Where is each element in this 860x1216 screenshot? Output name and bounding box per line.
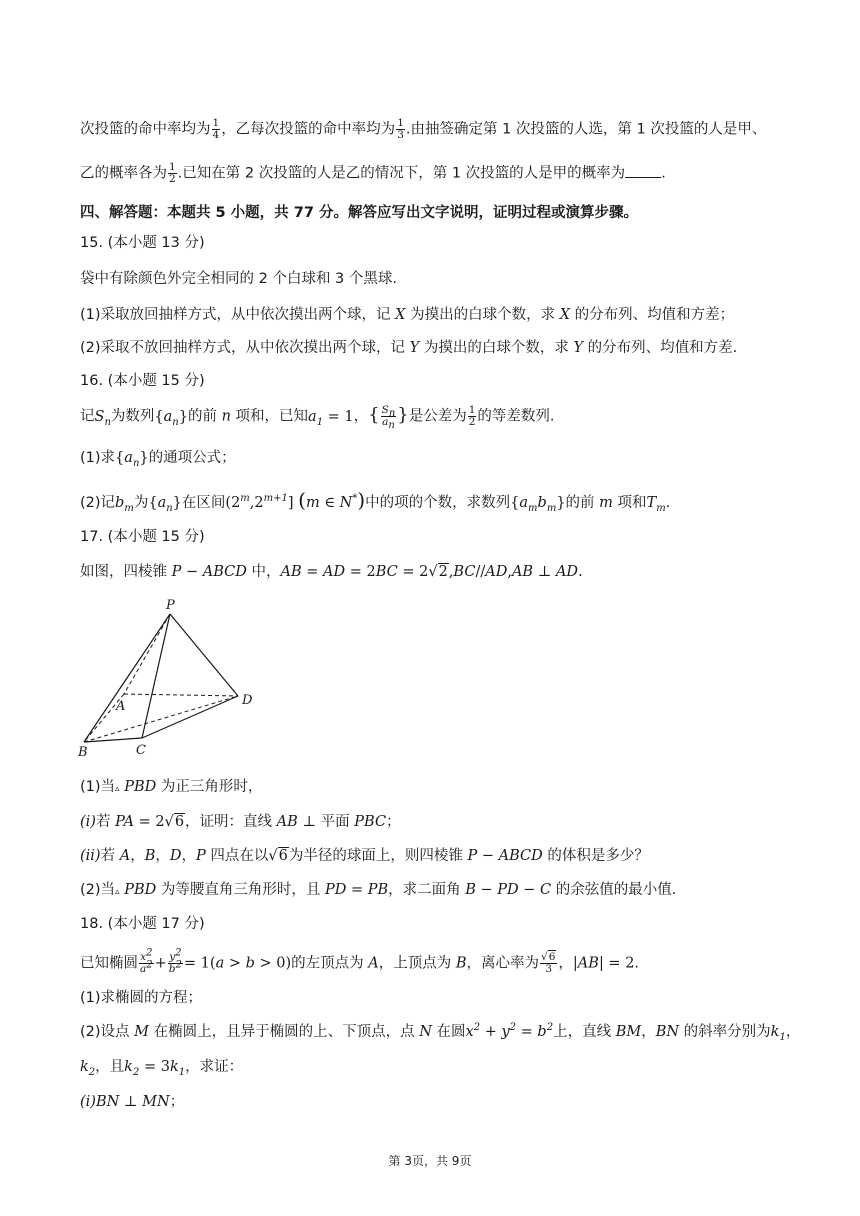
q18-stem: 已知椭圆 $\frac{x^2}{a^2}$ + $\frac{y^2}{b^2}$ = 1(a > b > 0)的左顶点为 A，上顶点为 B，离心率为 $\frac{√6}{3}$ ，|AB| = 2. [80, 947, 640, 975]
edge-bd [84, 696, 238, 742]
q15-part2: (2)采取不放回抽样方式，从中依次摸出两个球，记 Y 为摸出的白球个数，求 Y 的分布列、均值和方差. [80, 340, 738, 356]
page-footer: 第 3页，共 9页 [388, 1154, 472, 1168]
q17-part1-i: (i)若 PA = 2√6，证明：直线 AB ⊥ 平面 PBC； [80, 814, 401, 830]
q18-part2-cont: $k_2$，且$k_2 = 3k_1$，求证： [80, 1059, 244, 1078]
q18-part1: (1)求椭圆的方程； [80, 990, 203, 1006]
label-b: B [78, 745, 88, 760]
fraction: $\frac{y^2}{b^2}$ [168, 947, 182, 975]
edge-ad [124, 694, 238, 696]
q17-header: 17. (本小题 15 分) [80, 529, 205, 545]
fraction: $\frac{1}{4}$ [212, 117, 220, 141]
q17-part2: (2)当▵ PBD 为等腰直角三角形时，且 PD = PB，求二面角 B − PD − C 的余弦值的最小值. [80, 882, 677, 898]
q17-part1: (1)当▵ PBD 为正三角形时， [80, 779, 263, 795]
label-d: D [242, 693, 253, 708]
fraction: $\frac{S_n}{a_n}$ [381, 404, 396, 432]
q15-header: 15. (本小题 13 分) [80, 235, 205, 251]
q15-part1: (1)采取放回抽样方式，从中依次摸出两个球，记 X 为摸出的白球个数，求 X 的分布列、均值和方差； [80, 307, 735, 323]
q17-part1-ii: (ii)若 A，B，D，P 四点在以√6为半径的球面上，则四棱锥 P − ABCD 的体积是多少？ [80, 848, 649, 864]
answer-blank [625, 163, 661, 178]
label-a: A [116, 699, 126, 714]
edge-pd [170, 614, 238, 696]
q17-stem: 如图，四棱锥 P − ABCD 中，AB = AD = 2BC = 2√2,BC//AD,AB ⊥ AD. [80, 564, 583, 580]
q14-line2: 乙的概率各为 $\frac{1}{2}$ .已知在第 2 次投篮的人是乙的情况下，第 1 次投篮的人是甲的概率为 . [80, 161, 666, 185]
q18-part2: (2)设点 M 在椭圆上，且异于椭圆的上、下顶点，点 N 在圆$x^2 + y^2 = b^2$上，直线 BM，BN 的斜率分别为$k_1$， [80, 1022, 801, 1043]
label-c: C [136, 743, 146, 758]
fraction: $\frac{√6}{3}$ [541, 951, 556, 975]
q16-part2: (2)记$b_m$为$\{a_n\}$在区间$(2^m,2^{m+1}]$ (m ∈ N*)中的项的个数，求数列$\{a_mb_m\}$的前 m 项和$T_m$. [80, 488, 671, 514]
fraction: $\frac{1}{3}$ [397, 117, 404, 141]
edge-pa [124, 614, 170, 694]
q16-header: 16. (本小题 15 分) [80, 373, 205, 389]
q18-header: 18. (本小题 17 分) [80, 916, 205, 932]
fraction: $\frac{1}{2}$ [468, 404, 476, 428]
section-heading: 四、解答题：本题共 5 小题，共 77 分。解答应写出文字说明，证明过程或演算步骤。 [80, 205, 638, 221]
edge-pc [142, 614, 170, 738]
q16-part1: (1)求$\{a_n\}$的通项公式； [80, 450, 236, 469]
pyramid-figure [74, 594, 264, 760]
fraction: $\frac{x^2}{a^2}$ [140, 947, 153, 975]
fraction: $\frac{1}{2}$ [169, 161, 176, 185]
q15-stem: 袋中有除颜色外完全相同的 2 个白球和 3 个黑球. [80, 271, 397, 287]
q14-line1: 次投篮的命中率均为 $\frac{1}{4}$ ，乙每次投篮的命中率均为 $\frac{1}{3}$ .由抽签确定第 1 次投篮的人选，第 1 次投篮的人是甲、 [80, 117, 767, 141]
q18-part2-i: (i)BN ⊥ MN； [80, 1094, 185, 1110]
label-p: P [166, 598, 175, 613]
edge-cd [142, 696, 238, 738]
edge-bc [84, 738, 142, 742]
edge-pb [84, 614, 170, 742]
q16-stem: 记$S_n$为数列$\{a_n\}$的前 n 项和，已知$a_1 = 1$，{ $\frac{S_n}{a_n}$ }是公差为 $\frac{1}{2}$ 的等差数列. [80, 404, 555, 432]
